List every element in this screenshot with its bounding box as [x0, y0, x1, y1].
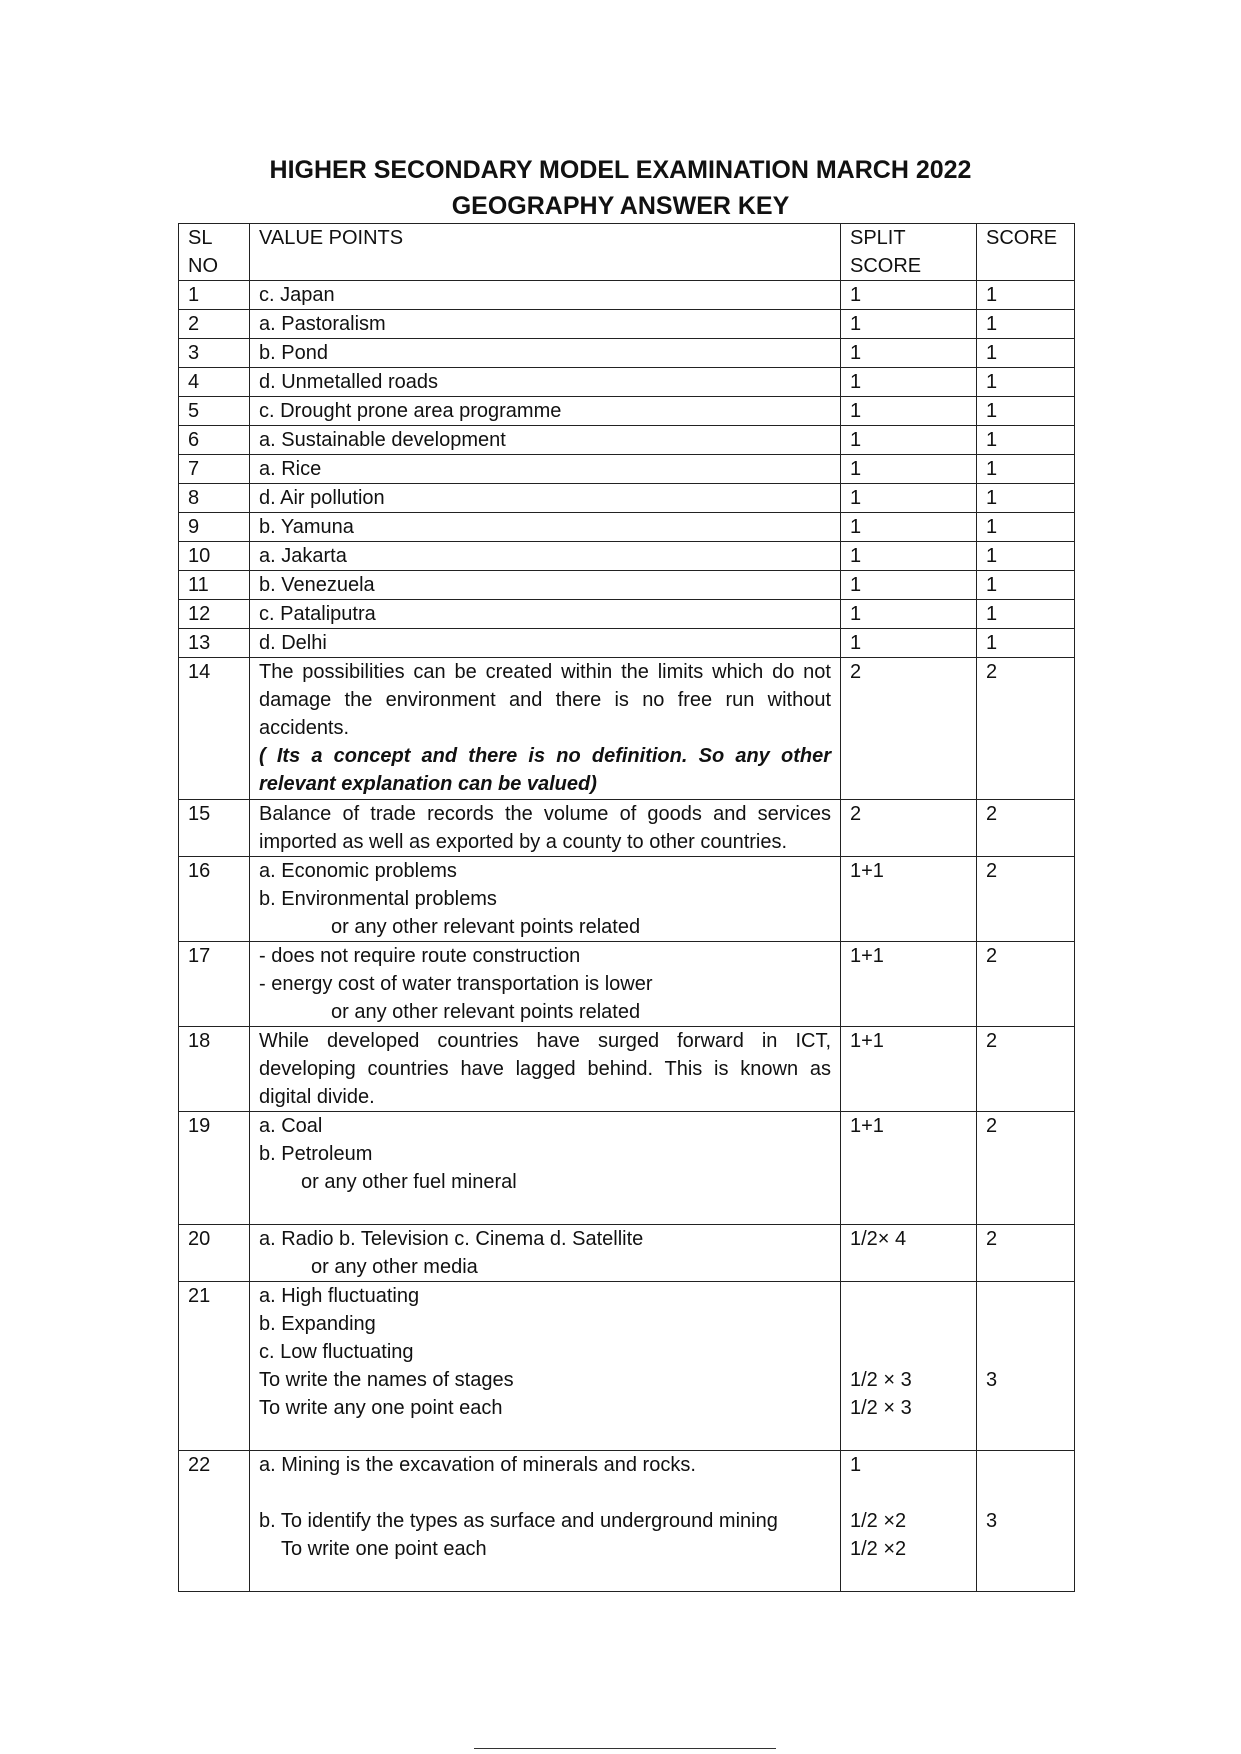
- value-point: b. Venezuela: [250, 571, 841, 600]
- answer-line: c. Low fluctuating: [259, 1341, 414, 1363]
- answer-alt: or any other fuel mineral: [301, 1171, 517, 1193]
- sl-no: 17: [179, 942, 250, 1027]
- table-row: [179, 600, 1075, 629]
- table-row: [179, 281, 1075, 310]
- table-row: [179, 368, 1075, 397]
- score: 2: [977, 1112, 1075, 1225]
- table-row: [179, 571, 1075, 600]
- score: 2: [977, 800, 1075, 857]
- split-score: 1: [841, 571, 977, 600]
- split-score: 2: [841, 800, 977, 857]
- table-row: [179, 1451, 1075, 1592]
- sl-no: 8: [179, 484, 250, 513]
- value-point: d. Air pollution: [250, 484, 841, 513]
- split-line: 1/2 × 3: [850, 1397, 912, 1419]
- value-point: [250, 1027, 841, 1112]
- table-row: [179, 397, 1075, 426]
- value-point: b. Yamuna: [250, 513, 841, 542]
- score: 1: [977, 426, 1075, 455]
- split-line: 1/2 × 3: [850, 1369, 912, 1391]
- split-line: 1/2 ×2: [850, 1510, 907, 1532]
- value-point: [250, 1451, 841, 1592]
- split-score: 1: [841, 397, 977, 426]
- split-line: 1/2 ×2: [850, 1538, 907, 1560]
- split-score: [841, 1451, 977, 1592]
- answer-line: b. To identify the types as surface and underground mining: [259, 1510, 778, 1532]
- answer-line: a. High fluctuating: [259, 1285, 420, 1307]
- split-score: 1: [841, 484, 977, 513]
- answer-line: To write one point each: [281, 1538, 487, 1560]
- split-score: [841, 1282, 977, 1451]
- split-score: 1: [841, 426, 977, 455]
- page-subtitle: GEOGRAPHY ANSWER KEY: [451, 192, 790, 220]
- sl-no: 9: [179, 513, 250, 542]
- score: 1: [977, 571, 1075, 600]
- sl-no: 5: [179, 397, 250, 426]
- value-point: d. Delhi: [250, 629, 841, 658]
- table-row: [179, 1112, 1075, 1225]
- sl-no: 11: [179, 571, 250, 600]
- sl-no: 3: [179, 339, 250, 368]
- split-line: 1: [850, 1454, 862, 1476]
- header-value-points: VALUE POINTS: [250, 224, 841, 281]
- table-row: [179, 455, 1075, 484]
- value-point: [250, 942, 841, 1027]
- score: 1: [977, 310, 1075, 339]
- answer-line: - energy cost of water transportation is lower: [259, 973, 653, 995]
- table-row: [179, 484, 1075, 513]
- score-value: 3: [986, 1369, 998, 1391]
- value-point: c. Pataliputra: [250, 600, 841, 629]
- score: 1: [977, 484, 1075, 513]
- split-score: 1: [841, 281, 977, 310]
- score: 2: [977, 658, 1075, 800]
- value-point: [250, 1112, 841, 1225]
- table-row: [179, 513, 1075, 542]
- split-score: 1+1: [841, 1112, 977, 1225]
- value-point: c. Japan: [250, 281, 841, 310]
- answer-alt: or any other relevant points related: [331, 1001, 641, 1023]
- sl-no: 15: [179, 800, 250, 857]
- split-score: 1/2× 4: [841, 1225, 977, 1282]
- header-sl-no: SL NO: [179, 224, 250, 281]
- score: [977, 1451, 1075, 1592]
- table-row: [179, 942, 1075, 1027]
- answer-line: b. Environmental problems: [259, 888, 497, 910]
- score: 1: [977, 629, 1075, 658]
- split-score: 1+1: [841, 857, 977, 942]
- score: 1: [977, 397, 1075, 426]
- answer-text: The possibilities can be created within the limits which do not damage the environment and there is no free run without accidents.: [259, 661, 831, 739]
- answer-alt: or any other media: [311, 1256, 478, 1278]
- split-score: 1: [841, 339, 977, 368]
- header-score: SCORE: [977, 224, 1075, 281]
- table-row: [179, 339, 1075, 368]
- value-point: a. Sustainable development: [250, 426, 841, 455]
- score: 1: [977, 542, 1075, 571]
- value-point: d. Unmetalled roads: [250, 368, 841, 397]
- value-point: a. Rice: [250, 455, 841, 484]
- value-point: [250, 1282, 841, 1451]
- value-point: [250, 1225, 841, 1282]
- sl-no: 18: [179, 1027, 250, 1112]
- answer-line: a. Mining is the excavation of minerals and rocks.: [259, 1454, 696, 1476]
- answer-line: - does not require route construction: [259, 945, 581, 967]
- page-title: HIGHER SECONDARY MODEL EXAMINATION MARCH 2022: [269, 156, 972, 184]
- sl-no: 4: [179, 368, 250, 397]
- score: 2: [977, 857, 1075, 942]
- split-score: 2: [841, 658, 977, 800]
- table-row: [179, 1225, 1075, 1282]
- value-point: c. Drought prone area programme: [250, 397, 841, 426]
- split-score: 1: [841, 368, 977, 397]
- sl-no: 12: [179, 600, 250, 629]
- score: 1: [977, 339, 1075, 368]
- answer-key-table: [178, 223, 1075, 1592]
- score: 1: [977, 368, 1075, 397]
- sl-no: 20: [179, 1225, 250, 1282]
- value-point: [250, 857, 841, 942]
- table-row: [179, 310, 1075, 339]
- split-score: 1+1: [841, 1027, 977, 1112]
- header-split-score: SPLIT SCORE: [841, 224, 977, 281]
- score: 2: [977, 942, 1075, 1027]
- sl-no: 1: [179, 281, 250, 310]
- sl-no: 7: [179, 455, 250, 484]
- value-point: a. Jakarta: [250, 542, 841, 571]
- sl-no: 22: [179, 1451, 250, 1592]
- answer-text: Balance of trade records the volume of goods and services imported as well as exported by a county to other countries.: [259, 803, 831, 853]
- sl-no: 2: [179, 310, 250, 339]
- answer-line: a. Economic problems: [259, 860, 457, 882]
- sl-no: 13: [179, 629, 250, 658]
- sl-no: 16: [179, 857, 250, 942]
- score: 1: [977, 513, 1075, 542]
- value-point: [250, 658, 841, 800]
- split-score: 1+1: [841, 942, 977, 1027]
- answer-line: a. Coal: [259, 1115, 323, 1137]
- split-score: 1: [841, 310, 977, 339]
- value-point: a. Pastoralism: [250, 310, 841, 339]
- sl-no: 21: [179, 1282, 250, 1451]
- score: 2: [977, 1225, 1075, 1282]
- split-score: 1: [841, 513, 977, 542]
- answer-line: To write the names of stages: [259, 1369, 514, 1391]
- score: [977, 1282, 1075, 1451]
- value-point: b. Pond: [250, 339, 841, 368]
- score-value: 3: [986, 1510, 998, 1532]
- answer-line: b. Petroleum: [259, 1143, 373, 1165]
- score: 1: [977, 600, 1075, 629]
- table-row: [179, 1027, 1075, 1112]
- answer-line: a. Radio b. Television c. Cinema d. Satellite: [259, 1228, 644, 1250]
- answer-line: b. Expanding: [259, 1313, 376, 1335]
- answer-note: ( Its a concept and there is no definition. So any other relevant explanation can be valued): [259, 745, 831, 795]
- answer-alt: or any other relevant points related: [331, 916, 641, 938]
- score: 1: [977, 455, 1075, 484]
- table-row: [179, 629, 1075, 658]
- table-row: [179, 1282, 1075, 1451]
- value-point: [250, 800, 841, 857]
- table-header-row: [179, 224, 1075, 281]
- answer-text: While developed countries have surged forward in ICT, developing countries have lagged behind. This is known as digital divide.: [259, 1030, 831, 1108]
- table-row: [179, 658, 1075, 800]
- sl-no: 14: [179, 658, 250, 800]
- table-row: [179, 426, 1075, 455]
- answer-line: To write any one point each: [259, 1397, 503, 1419]
- table-row: [179, 542, 1075, 571]
- sl-no: 6: [179, 426, 250, 455]
- table-row: [179, 857, 1075, 942]
- sl-no: 19: [179, 1112, 250, 1225]
- table-row: [179, 800, 1075, 857]
- split-score: 1: [841, 600, 977, 629]
- split-score: 1: [841, 542, 977, 571]
- footer-divider: [474, 1748, 776, 1749]
- split-score: 1: [841, 629, 977, 658]
- score: 1: [977, 281, 1075, 310]
- split-score: 1: [841, 455, 977, 484]
- sl-no: 10: [179, 542, 250, 571]
- score: 2: [977, 1027, 1075, 1112]
